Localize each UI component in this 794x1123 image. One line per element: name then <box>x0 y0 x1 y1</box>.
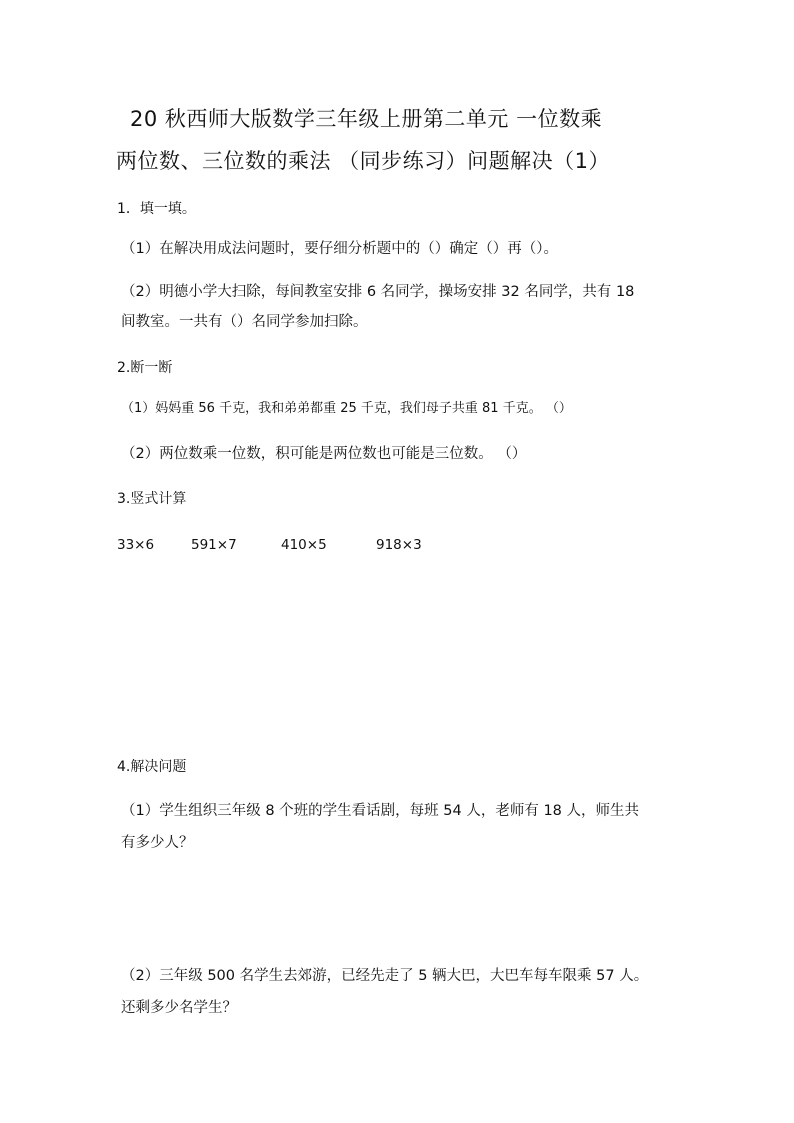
section-1-question-1: （1）在解决用成法问题时，要仔细分析题中的（）确定（）再（）。 <box>121 241 558 257</box>
section-4-question-1-line-1: （1）学生组织三年级 8 个班的学生看话剧，每班 54 人，老师有 18 人，师生共 <box>121 803 640 819</box>
section-4-question-2-line-1: （2）三年级 500 名学生去郊游，已经先走了 5 辆大巴，大巴车每车限乘 57 人。 <box>121 968 649 984</box>
document-title-line-2: 两位数、三位数的乘法 （同步练习）问题解决（1） <box>116 149 611 173</box>
section-2-question-2: （2）两位数乘一位数，积可能是两位数也可能是三位数。 （） <box>121 446 527 462</box>
section-1-question-2-line-1: （2）明德小学大扫除，每间教室安排 6 名同学，操场安排 32 名同学，共有 18 <box>121 284 635 300</box>
section-4-question-1-line-2: 有多少人？ <box>121 835 194 851</box>
document-title-line-1: 20 秋西师大版数学三年级上册第二单元 一位数乘 <box>130 107 603 131</box>
section-4-question-2-line-2: 还剩多少名学生？ <box>121 1000 237 1016</box>
section-1-question-2-line-2: 间教室。一共有（）名同学参加扫除。 <box>121 314 368 330</box>
calc-problem-1: 33×6 <box>117 537 155 553</box>
calc-problem-4: 918×3 <box>376 537 422 553</box>
calc-problem-3: 410×5 <box>281 537 327 553</box>
section-3-heading: 3.竖式计算 <box>117 491 187 507</box>
section-4-heading: 4.解决问题 <box>117 759 187 775</box>
calc-problem-2: 591×7 <box>191 537 237 553</box>
section-1-heading: 1．填一填。 <box>117 201 196 217</box>
section-2-heading: 2.断一断 <box>117 360 173 376</box>
section-2-question-1: （1）妈妈重 56 千克，我和弟弟都重 25 千克，我们母子共重 81 千克。 （） <box>121 401 572 416</box>
